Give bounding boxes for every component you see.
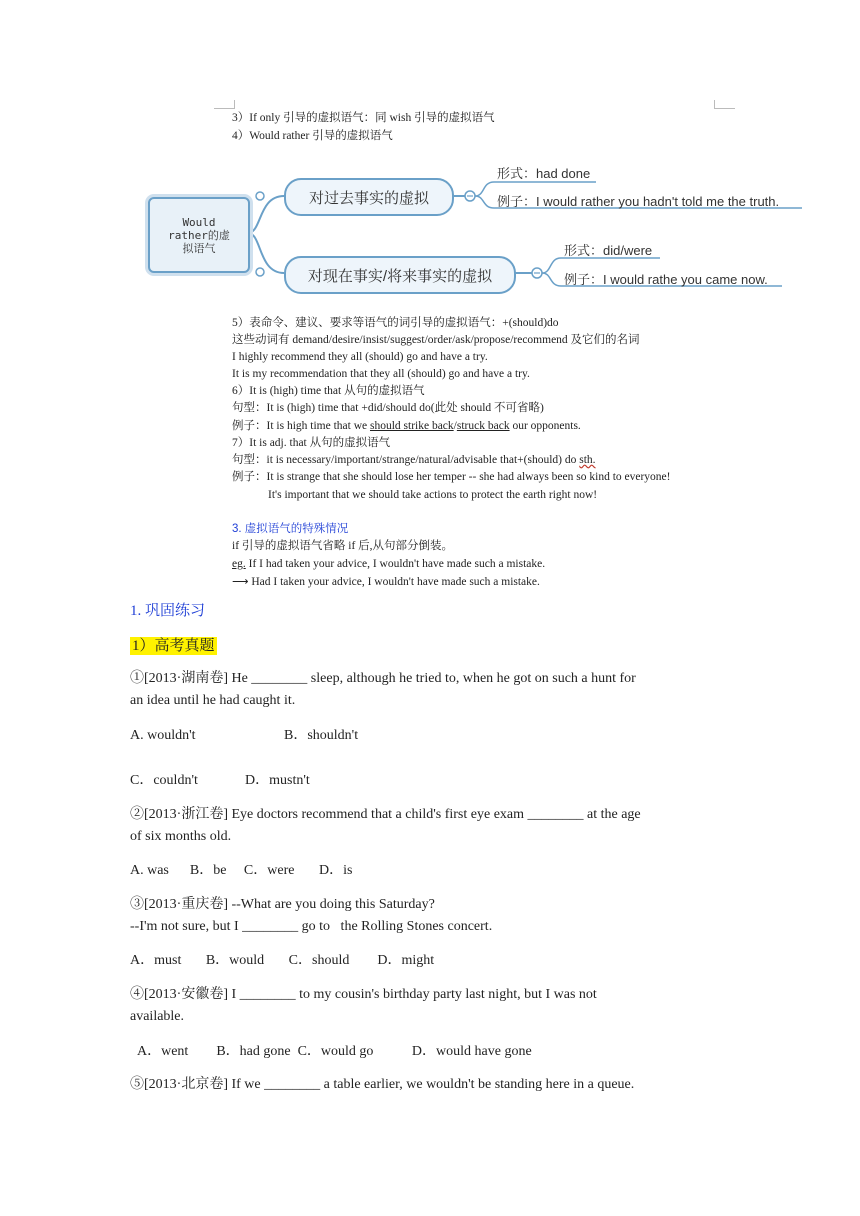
mindmap-past-form: 形式：had done — [497, 166, 591, 181]
mindmap-root — [148, 197, 250, 273]
mindmap-node-present — [284, 256, 516, 294]
item-3-heading: 3）If only 引导的虚拟语气：同 wish 引导的虚拟语气 — [232, 112, 495, 124]
item-4-heading: 4）Would rather 引导的虚拟语气 — [232, 130, 393, 142]
section6-title: 6）It is (high) time that 从句的虚拟语气 — [232, 385, 425, 397]
q1-option-a: A. wouldn't — [130, 728, 196, 743]
section6-example-post: our opponents. — [509, 420, 581, 432]
q3-line-1: ③[2013·重庆卷] --What are you doing this Saturday? — [130, 897, 435, 912]
section7-pattern-text: 句型：it is necessary/important/strange/natural/advisable that+(should) do — [232, 454, 580, 466]
mindmap-connectors — [0, 0, 860, 300]
q1-option-b: B．shouldn't — [284, 728, 359, 743]
section7-title: 7）It is adj. that 从句的虚拟语气 — [232, 437, 391, 449]
q3-options: A．must B．would C．should D．might — [130, 953, 435, 968]
special-case-rule: if 引导的虚拟语气省略 if 后,从句部分倒装。 — [232, 540, 454, 552]
special-case-example-text: If I had taken your advice, I wouldn't have made such a mistake. — [245, 558, 546, 570]
q4-options: A．went B．had gone C．would go D．would have gone — [137, 1044, 532, 1059]
mindmap-present-example: 例子：I would rathe you came now. — [564, 272, 768, 287]
section6-example-sep: / — [453, 420, 457, 432]
q1-option-d: D．mustn't — [245, 773, 310, 788]
section5-example-1: I highly recommend they all (should) go and have a try. — [232, 351, 488, 363]
section6-example-option-2: struck back — [456, 420, 510, 432]
special-case-eg-label: eg. — [232, 558, 246, 570]
section6-example-option-1: should strike back — [369, 420, 454, 432]
section6-pattern: 句型：It is (high) time that +did/should do(此处 should 不可省略) — [232, 402, 544, 414]
mindmap-node-present-label: 对现在事实/将来事实的虚拟 — [307, 267, 493, 285]
section7-example-2: It's important that we should take actions to protect the earth right now! — [268, 489, 598, 501]
section6-example-pre: 例子：It is high time that we — [232, 420, 370, 432]
practice-subheading-wrap — [130, 635, 217, 657]
special-case-example — [232, 556, 545, 573]
mindmap-node-past-label: 对过去事实的虚拟 — [308, 189, 429, 207]
arrow-right-icon: ⟶ — [232, 574, 249, 588]
section6-example — [232, 418, 581, 435]
practice-subheading: 1）高考真题 — [132, 638, 215, 654]
section5-verbs: 这些动词有 demand/desire/insist/suggest/order/ask/propose/recommend 及它们的名词 — [232, 334, 640, 346]
section7-example-1: 例子：It is strange that she should lose her temper -- she had always been so kind to everyone! — [232, 471, 671, 483]
special-case-inverted-text: Had I taken your advice, I wouldn't have made such a mistake. — [248, 576, 540, 588]
q1-line-2: an idea until he had caught it. — [130, 693, 296, 708]
q3-line-2: --I'm not sure, but I ________ go to the Rolling Stones concert. — [130, 919, 493, 934]
q2-line-2: of six months old. — [130, 829, 232, 844]
practice-heading: 1. 巩固练习 — [130, 603, 206, 619]
q2-line-1: ②[2013·浙江卷] Eye doctors recommend that a child's first eye exam ________ at the age — [130, 807, 641, 822]
mindmap-node-past — [284, 178, 454, 216]
section5-example-2: It is my recommendation that they all (should) go and have a try. — [232, 368, 530, 380]
q4-line-2: available. — [130, 1009, 185, 1024]
mindmap-past-example: 例子：I would rather you hadn't told me the truth. — [497, 194, 780, 209]
section5-title: 5）表命令、建议、要求等语气的词引导的虚拟语气：+(should)do — [232, 317, 559, 329]
mindmap-root-label: Would rather的虚拟语气 — [168, 215, 230, 255]
q1-option-c: C．couldn't — [130, 773, 198, 788]
q2-options: A. was B．be C．were D．is — [130, 863, 353, 878]
mindmap-present-form: 形式：did/were — [564, 243, 653, 258]
section7-pattern-sth: sth. — [579, 454, 596, 466]
q5-line-1: ⑤[2013·北京卷] If we ________ a table earlier, we wouldn't be standing here in a queue. — [130, 1077, 635, 1092]
section7-pattern — [232, 452, 596, 469]
special-case-inverted — [232, 573, 540, 591]
special-case-title: 3. 虚拟语气的特殊情况 — [232, 523, 349, 535]
q1-line-1: ①[2013·湖南卷] He ________ sleep, although he tried to, when he got on such a hunt for — [130, 671, 636, 686]
q4-line-1: ④[2013·安徽卷] I ________ to my cousin's birthday party last night, but I was not — [130, 987, 597, 1002]
